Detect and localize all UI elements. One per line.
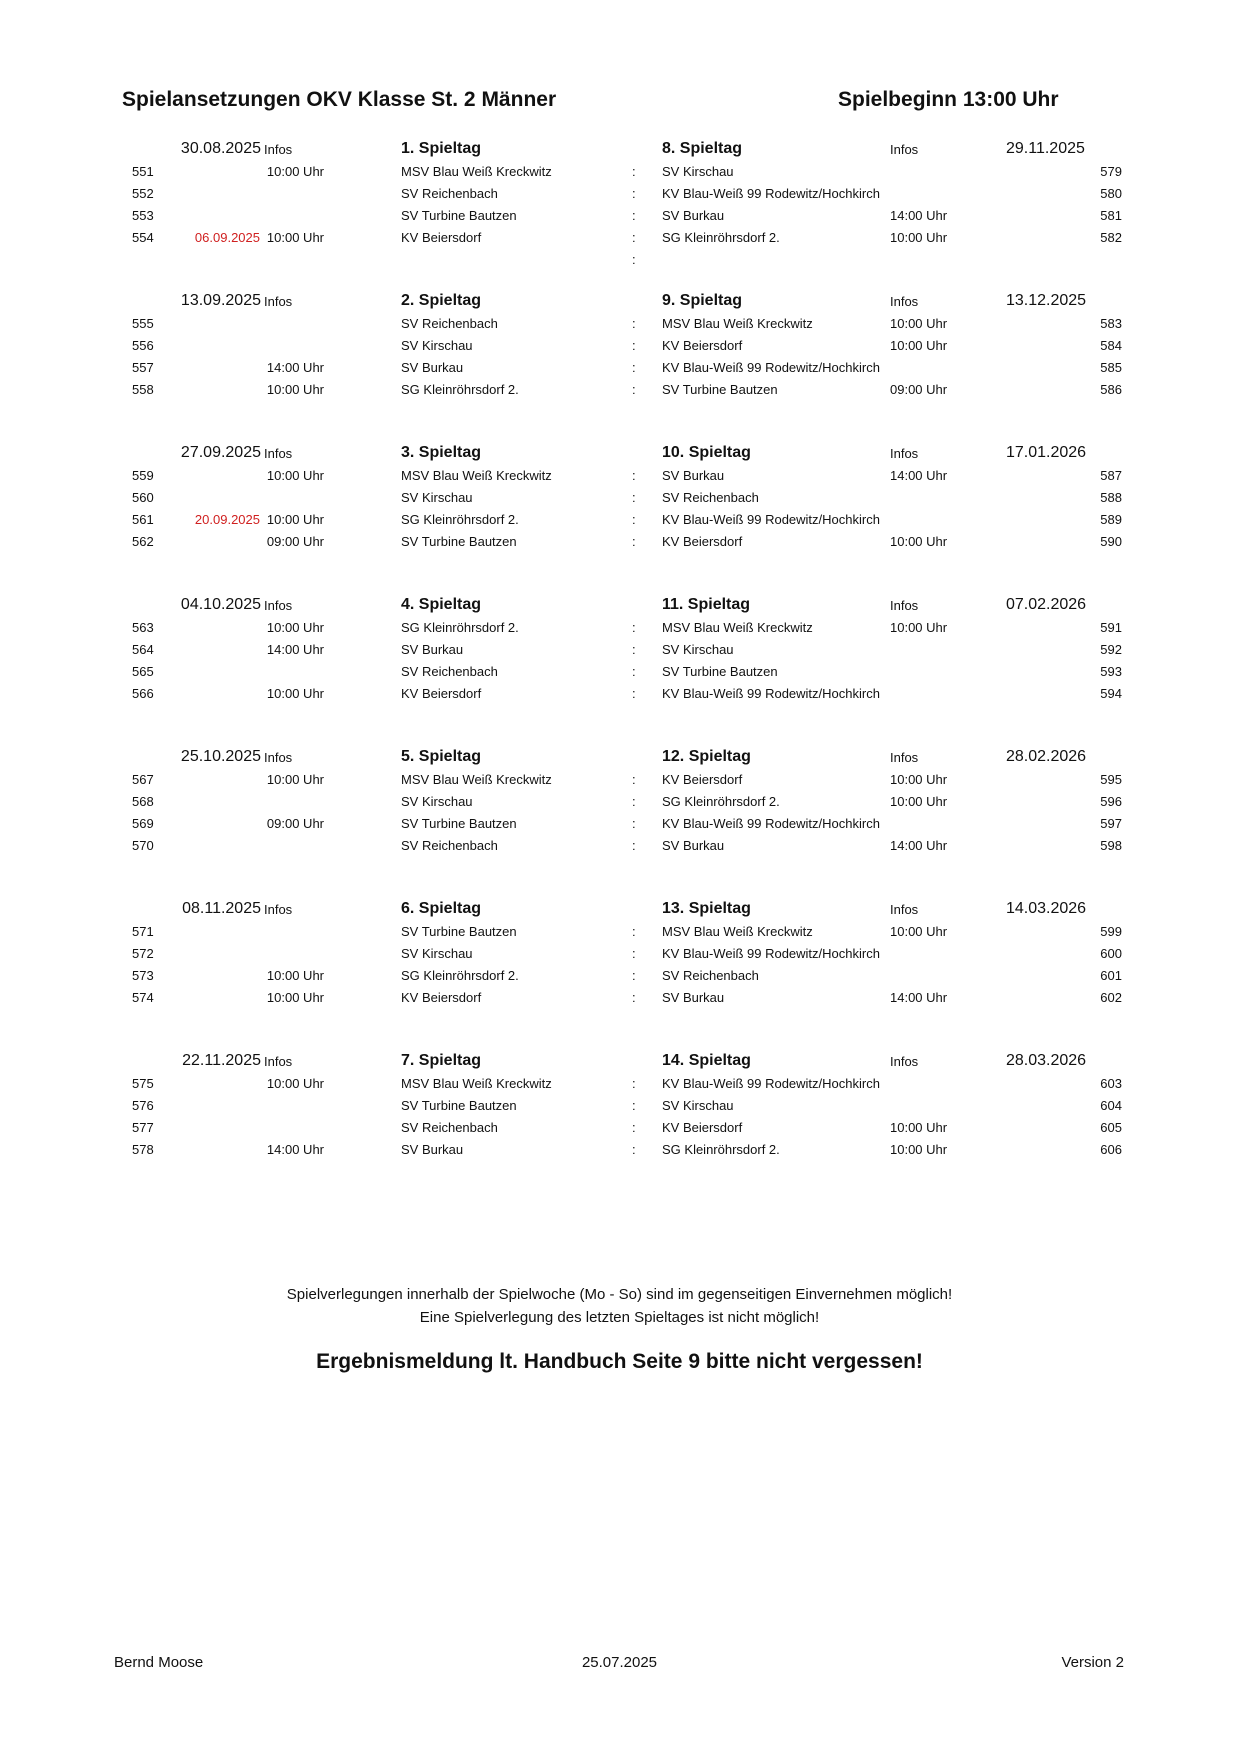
game-number-right: 604 — [1100, 1098, 1122, 1113]
kickoff-time-left: 10:00 Uhr — [266, 230, 324, 245]
away-team: SV Turbine Bautzen — [662, 382, 778, 397]
game-number-left: 553 — [132, 208, 154, 223]
separator: : — [632, 772, 636, 787]
match-row — [0, 835, 1239, 857]
game-number-right: 606 — [1100, 1142, 1122, 1157]
game-number-right: 579 — [1100, 164, 1122, 179]
game-number-left: 569 — [132, 816, 154, 831]
match-row — [0, 661, 1239, 683]
kickoff-time-left: 14:00 Uhr — [266, 642, 324, 657]
game-number-right: 585 — [1100, 360, 1122, 375]
match-row — [0, 531, 1239, 553]
separator: : — [632, 360, 636, 375]
spieltag-date-right: 28.02.2026 — [1006, 748, 1087, 765]
kickoff-time-left: 09:00 Uhr — [266, 816, 324, 831]
match-row — [0, 769, 1239, 791]
away-team: SV Turbine Bautzen — [662, 664, 778, 679]
separator: : — [632, 620, 636, 635]
match-row — [0, 683, 1239, 705]
spieltag-date-right: 13.12.2025 — [1006, 292, 1087, 309]
start-time-heading: Spielbeginn 13:00 Uhr — [838, 88, 1059, 111]
home-team: SG Kleinröhrsdorf 2. — [401, 620, 519, 635]
away-team: SV Burkau — [662, 990, 725, 1005]
away-team: KV Blau-Weiß 99 Rodewitz/Hochkirch — [662, 186, 880, 201]
game-number-left: 574 — [132, 990, 154, 1005]
home-team: SV Turbine Bautzen — [401, 1098, 517, 1113]
home-team: SV Kirschau — [401, 946, 473, 961]
match-row — [0, 227, 1239, 249]
kickoff-time-right: 10:00 Uhr — [890, 794, 948, 809]
separator: : — [632, 316, 636, 331]
spieltag-title-left: 6. Spieltag — [401, 900, 482, 917]
infos-label-right: Infos — [890, 598, 919, 613]
kickoff-time-left: 10:00 Uhr — [266, 164, 324, 179]
kickoff-time-right: 14:00 Uhr — [890, 990, 948, 1005]
infos-label-right: Infos — [890, 902, 919, 917]
separator: : — [632, 252, 636, 267]
game-number-right: 586 — [1100, 382, 1122, 397]
match-row — [0, 1073, 1239, 1095]
infos-label-right: Infos — [890, 294, 919, 309]
infos-label-left: Infos — [264, 598, 293, 613]
game-number-left: 552 — [132, 186, 154, 201]
away-team: SV Burkau — [662, 468, 725, 483]
reminder-heading: Ergebnismeldung lt. Handbuch Seite 9 bitte nicht vergessen! — [316, 1350, 923, 1373]
away-team: KV Blau-Weiß 99 Rodewitz/Hochkirch — [662, 360, 880, 375]
separator: : — [632, 512, 636, 527]
match-row — [0, 487, 1239, 509]
rescheduled-date: 06.09.2025 — [194, 230, 260, 245]
game-number-right: 593 — [1100, 664, 1122, 679]
separator: : — [632, 838, 636, 853]
separator: : — [632, 664, 636, 679]
game-number-right: 590 — [1100, 534, 1122, 549]
match-row — [0, 379, 1239, 401]
kickoff-time-left: 10:00 Uhr — [266, 512, 324, 527]
game-number-right: 588 — [1100, 490, 1122, 505]
game-number-left: 577 — [132, 1120, 154, 1135]
infos-label-right: Infos — [890, 446, 919, 461]
kickoff-time-right: 10:00 Uhr — [890, 230, 948, 245]
separator: : — [632, 534, 636, 549]
infos-label-left: Infos — [264, 142, 293, 157]
game-number-left: 572 — [132, 946, 154, 961]
spieltag-title-left: 5. Spieltag — [401, 748, 482, 765]
game-number-left: 575 — [132, 1076, 154, 1091]
game-number-right: 602 — [1100, 990, 1122, 1005]
away-team: KV Blau-Weiß 99 Rodewitz/Hochkirch — [662, 686, 880, 701]
away-team: MSV Blau Weiß Kreckwitz — [662, 924, 813, 939]
away-team: SV Kirschau — [662, 642, 734, 657]
spieltag-date-left: 08.11.2025 — [182, 900, 261, 917]
game-number-left: 578 — [132, 1142, 154, 1157]
home-team: MSV Blau Weiß Kreckwitz — [401, 1076, 552, 1091]
game-number-left: 564 — [132, 642, 154, 657]
note-line-1: Spielverlegungen innerhalb der Spielwoche (Mo - So) sind im gegenseitigen Einvernehmen möglich! — [286, 1286, 953, 1303]
infos-label-right: Infos — [890, 750, 919, 765]
separator: : — [632, 1076, 636, 1091]
home-team: SV Reichenbach — [401, 1120, 498, 1135]
game-number-left: 555 — [132, 316, 154, 331]
spieltag-date-left: 22.11.2025 — [182, 1052, 261, 1069]
kickoff-time-right: 09:00 Uhr — [890, 382, 948, 397]
match-row — [0, 791, 1239, 813]
separator: : — [632, 686, 636, 701]
game-number-left: 551 — [132, 164, 154, 179]
game-number-right: 595 — [1100, 772, 1122, 787]
match-row — [0, 617, 1239, 639]
away-team: KV Beiersdorf — [662, 338, 743, 353]
home-team: KV Beiersdorf — [401, 230, 482, 245]
page-title: Spielansetzungen OKV Klasse St. 2 Männer — [122, 88, 557, 111]
away-team: KV Blau-Weiß 99 Rodewitz/Hochkirch — [662, 1076, 880, 1091]
away-team: KV Beiersdorf — [662, 534, 743, 549]
spieltag-block — [0, 442, 1239, 592]
kickoff-time-left: 10:00 Uhr — [266, 1076, 324, 1091]
separator: : — [632, 794, 636, 809]
game-number-left: 567 — [132, 772, 154, 787]
kickoff-time-left: 10:00 Uhr — [266, 468, 324, 483]
game-number-right: 603 — [1100, 1076, 1122, 1091]
game-number-right: 605 — [1100, 1120, 1122, 1135]
game-number-left: 557 — [132, 360, 154, 375]
match-row — [0, 161, 1239, 183]
spieltag-title-left: 7. Spieltag — [401, 1052, 482, 1069]
home-team: SV Kirschau — [401, 794, 473, 809]
separator: : — [632, 1120, 636, 1135]
game-number-right: 582 — [1100, 230, 1122, 245]
separator: : — [632, 208, 636, 223]
infos-label-right: Infos — [890, 142, 919, 157]
kickoff-time-left: 10:00 Uhr — [266, 772, 324, 787]
match-row — [0, 183, 1239, 205]
match-row — [0, 465, 1239, 487]
kickoff-time-left: 10:00 Uhr — [266, 382, 324, 397]
game-number-right: 587 — [1100, 468, 1122, 483]
away-team: KV Blau-Weiß 99 Rodewitz/Hochkirch — [662, 946, 880, 961]
spieltag-title-right: 9. Spieltag — [662, 292, 743, 309]
game-number-left: 568 — [132, 794, 154, 809]
away-team: MSV Blau Weiß Kreckwitz — [662, 620, 813, 635]
home-team: SG Kleinröhrsdorf 2. — [401, 512, 519, 527]
home-team: SV Reichenbach — [401, 838, 498, 853]
match-row — [0, 1117, 1239, 1139]
spieltag-date-right: 14.03.2026 — [1006, 900, 1087, 917]
away-team: KV Beiersdorf — [662, 1120, 743, 1135]
spieltag-date-left: 04.10.2025 — [180, 596, 261, 613]
away-team: KV Blau-Weiß 99 Rodewitz/Hochkirch — [662, 512, 880, 527]
away-team: KV Beiersdorf — [662, 772, 743, 787]
separator: : — [632, 968, 636, 983]
separator: : — [632, 642, 636, 657]
spieltag-title-right: 12. Spieltag — [662, 748, 751, 765]
spieltag-date-left: 25.10.2025 — [180, 748, 261, 765]
kickoff-time-right: 14:00 Uhr — [890, 468, 948, 483]
separator: : — [632, 946, 636, 961]
game-number-left: 559 — [132, 468, 154, 483]
spieltag-block — [0, 290, 1239, 440]
home-team: SV Reichenbach — [401, 186, 498, 201]
home-team: MSV Blau Weiß Kreckwitz — [401, 468, 552, 483]
away-team: SV Kirschau — [662, 1098, 734, 1113]
spieltag-date-left: 27.09.2025 — [180, 444, 261, 461]
spieltag-title-right: 11. Spieltag — [662, 596, 751, 613]
match-row — [0, 1139, 1239, 1161]
spieltag-date-right: 07.02.2026 — [1006, 596, 1087, 613]
away-team: SV Burkau — [662, 838, 725, 853]
away-team: SG Kleinröhrsdorf 2. — [662, 230, 780, 245]
home-team: SV Burkau — [401, 360, 464, 375]
spieltag-block — [0, 898, 1239, 1048]
home-team: SV Reichenbach — [401, 664, 498, 679]
game-number-right: 599 — [1100, 924, 1122, 939]
home-team: MSV Blau Weiß Kreckwitz — [401, 772, 552, 787]
match-row — [0, 313, 1239, 335]
infos-label-left: Infos — [264, 446, 293, 461]
home-team: SG Kleinröhrsdorf 2. — [401, 382, 519, 397]
kickoff-time-left: 14:00 Uhr — [266, 1142, 324, 1157]
home-team: SV Burkau — [401, 642, 464, 657]
kickoff-time-left: 14:00 Uhr — [266, 360, 324, 375]
game-number-right: 592 — [1100, 642, 1122, 657]
match-row — [0, 1095, 1239, 1117]
kickoff-time-right: 10:00 Uhr — [890, 1142, 948, 1157]
kickoff-time-right: 10:00 Uhr — [890, 338, 948, 353]
match-row — [0, 205, 1239, 227]
kickoff-time-right: 10:00 Uhr — [890, 620, 948, 635]
game-number-left: 554 — [132, 230, 154, 245]
away-team: KV Blau-Weiß 99 Rodewitz/Hochkirch — [662, 816, 880, 831]
infos-label-left: Infos — [264, 294, 293, 309]
away-team: SG Kleinröhrsdorf 2. — [662, 794, 780, 809]
kickoff-time-left: 10:00 Uhr — [266, 686, 324, 701]
match-row — [0, 813, 1239, 835]
kickoff-time-right: 14:00 Uhr — [890, 838, 948, 853]
home-team: SV Turbine Bautzen — [401, 924, 517, 939]
spieltag-title-left: 4. Spieltag — [401, 596, 482, 613]
separator: : — [632, 186, 636, 201]
match-row — [0, 965, 1239, 987]
kickoff-time-right: 10:00 Uhr — [890, 316, 948, 331]
away-team: SV Reichenbach — [662, 968, 759, 983]
game-number-left: 576 — [132, 1098, 154, 1113]
spieltag-title-right: 8. Spieltag — [662, 140, 743, 157]
spieltag-date-left: 13.09.2025 — [180, 292, 261, 309]
game-number-left: 565 — [132, 664, 154, 679]
home-team: SV Kirschau — [401, 490, 473, 505]
rescheduled-date: 20.09.2025 — [194, 512, 260, 527]
spieltag-title-left: 1. Spieltag — [401, 140, 482, 157]
game-number-right: 597 — [1100, 816, 1122, 831]
kickoff-time-left: 09:00 Uhr — [266, 534, 324, 549]
separator: : — [632, 230, 636, 245]
note-line-2: Eine Spielverlegung des letzten Spieltages ist nicht möglich! — [419, 1309, 820, 1326]
separator: : — [632, 1142, 636, 1157]
home-team: SV Reichenbach — [401, 316, 498, 331]
game-number-left: 563 — [132, 620, 154, 635]
game-number-left: 573 — [132, 968, 154, 983]
separator: : — [632, 164, 636, 179]
home-team: KV Beiersdorf — [401, 686, 482, 701]
game-number-right: 598 — [1100, 838, 1122, 853]
home-team: SV Turbine Bautzen — [401, 534, 517, 549]
footer-date: 25.07.2025 — [581, 1654, 658, 1671]
kickoff-time-right: 10:00 Uhr — [890, 924, 948, 939]
game-number-left: 558 — [132, 382, 154, 397]
infos-label-right: Infos — [890, 1054, 919, 1069]
match-row — [0, 639, 1239, 661]
kickoff-time-left: 10:00 Uhr — [266, 990, 324, 1005]
spieltag-date-right: 17.01.2026 — [1006, 444, 1087, 461]
spieltag-block — [0, 1050, 1239, 1200]
match-row — [0, 921, 1239, 943]
away-team: MSV Blau Weiß Kreckwitz — [662, 316, 813, 331]
match-row — [0, 357, 1239, 379]
separator: : — [632, 1098, 636, 1113]
infos-label-left: Infos — [264, 902, 293, 917]
game-number-right: 581 — [1100, 208, 1122, 223]
match-row — [0, 335, 1239, 357]
footer-author: Bernd Moose — [114, 1654, 204, 1671]
match-row — [0, 943, 1239, 965]
game-number-left: 562 — [132, 534, 154, 549]
game-number-left: 556 — [132, 338, 154, 353]
spieltag-title-right: 10. Spieltag — [662, 444, 751, 461]
kickoff-time-left: 10:00 Uhr — [266, 968, 324, 983]
spieltag-block — [0, 594, 1239, 744]
separator: : — [632, 816, 636, 831]
spieltag-block — [0, 746, 1239, 896]
kickoff-time-right: 10:00 Uhr — [890, 534, 948, 549]
notes — [0, 1283, 1239, 1329]
infos-label-left: Infos — [264, 1054, 293, 1069]
game-number-left: 561 — [132, 512, 154, 527]
kickoff-time-right: 14:00 Uhr — [890, 208, 948, 223]
home-team: MSV Blau Weiß Kreckwitz — [401, 164, 552, 179]
game-number-left: 560 — [132, 490, 154, 505]
game-number-left: 570 — [132, 838, 154, 853]
home-team: KV Beiersdorf — [401, 990, 482, 1005]
kickoff-time-left: 10:00 Uhr — [266, 620, 324, 635]
match-row — [0, 987, 1239, 1009]
home-team: SV Turbine Bautzen — [401, 816, 517, 831]
kickoff-time-right: 10:00 Uhr — [890, 1120, 948, 1135]
game-number-right: 600 — [1100, 946, 1122, 961]
away-team: SV Reichenbach — [662, 490, 759, 505]
spieltag-title-left: 3. Spieltag — [401, 444, 482, 461]
footer-version: Version 2 — [1061, 1654, 1124, 1671]
game-number-left: 566 — [132, 686, 154, 701]
kickoff-time-right: 10:00 Uhr — [890, 772, 948, 787]
game-number-right: 591 — [1100, 620, 1122, 635]
game-number-right: 601 — [1100, 968, 1122, 983]
home-team: SG Kleinröhrsdorf 2. — [401, 968, 519, 983]
infos-label-left: Infos — [264, 750, 293, 765]
home-team: SV Burkau — [401, 1142, 464, 1157]
separator: : — [632, 490, 636, 505]
separator: : — [632, 924, 636, 939]
spieltag-date-left: 30.08.2025 — [180, 140, 261, 157]
game-number-right: 580 — [1100, 186, 1122, 201]
separator: : — [632, 468, 636, 483]
game-number-right: 583 — [1100, 316, 1122, 331]
game-number-right: 584 — [1100, 338, 1122, 353]
spieltag-block — [0, 138, 1239, 288]
spieltag-title-left: 2. Spieltag — [401, 292, 482, 309]
spieltag-date-right: 29.11.2025 — [1006, 140, 1085, 157]
home-team: SV Turbine Bautzen — [401, 208, 517, 223]
game-number-right: 596 — [1100, 794, 1122, 809]
separator: : — [632, 338, 636, 353]
game-number-right: 594 — [1100, 686, 1122, 701]
game-number-right: 589 — [1100, 512, 1122, 527]
home-team: SV Kirschau — [401, 338, 473, 353]
spieltag-date-right: 28.03.2026 — [1006, 1052, 1087, 1069]
match-row — [0, 509, 1239, 531]
game-number-left: 571 — [132, 924, 154, 939]
match-row — [0, 249, 1239, 271]
spieltag-title-right: 14. Spieltag — [662, 1052, 751, 1069]
away-team: SG Kleinröhrsdorf 2. — [662, 1142, 780, 1157]
away-team: SV Burkau — [662, 208, 725, 223]
separator: : — [632, 990, 636, 1005]
away-team: SV Kirschau — [662, 164, 734, 179]
separator: : — [632, 382, 636, 397]
spieltag-title-right: 13. Spieltag — [662, 900, 751, 917]
